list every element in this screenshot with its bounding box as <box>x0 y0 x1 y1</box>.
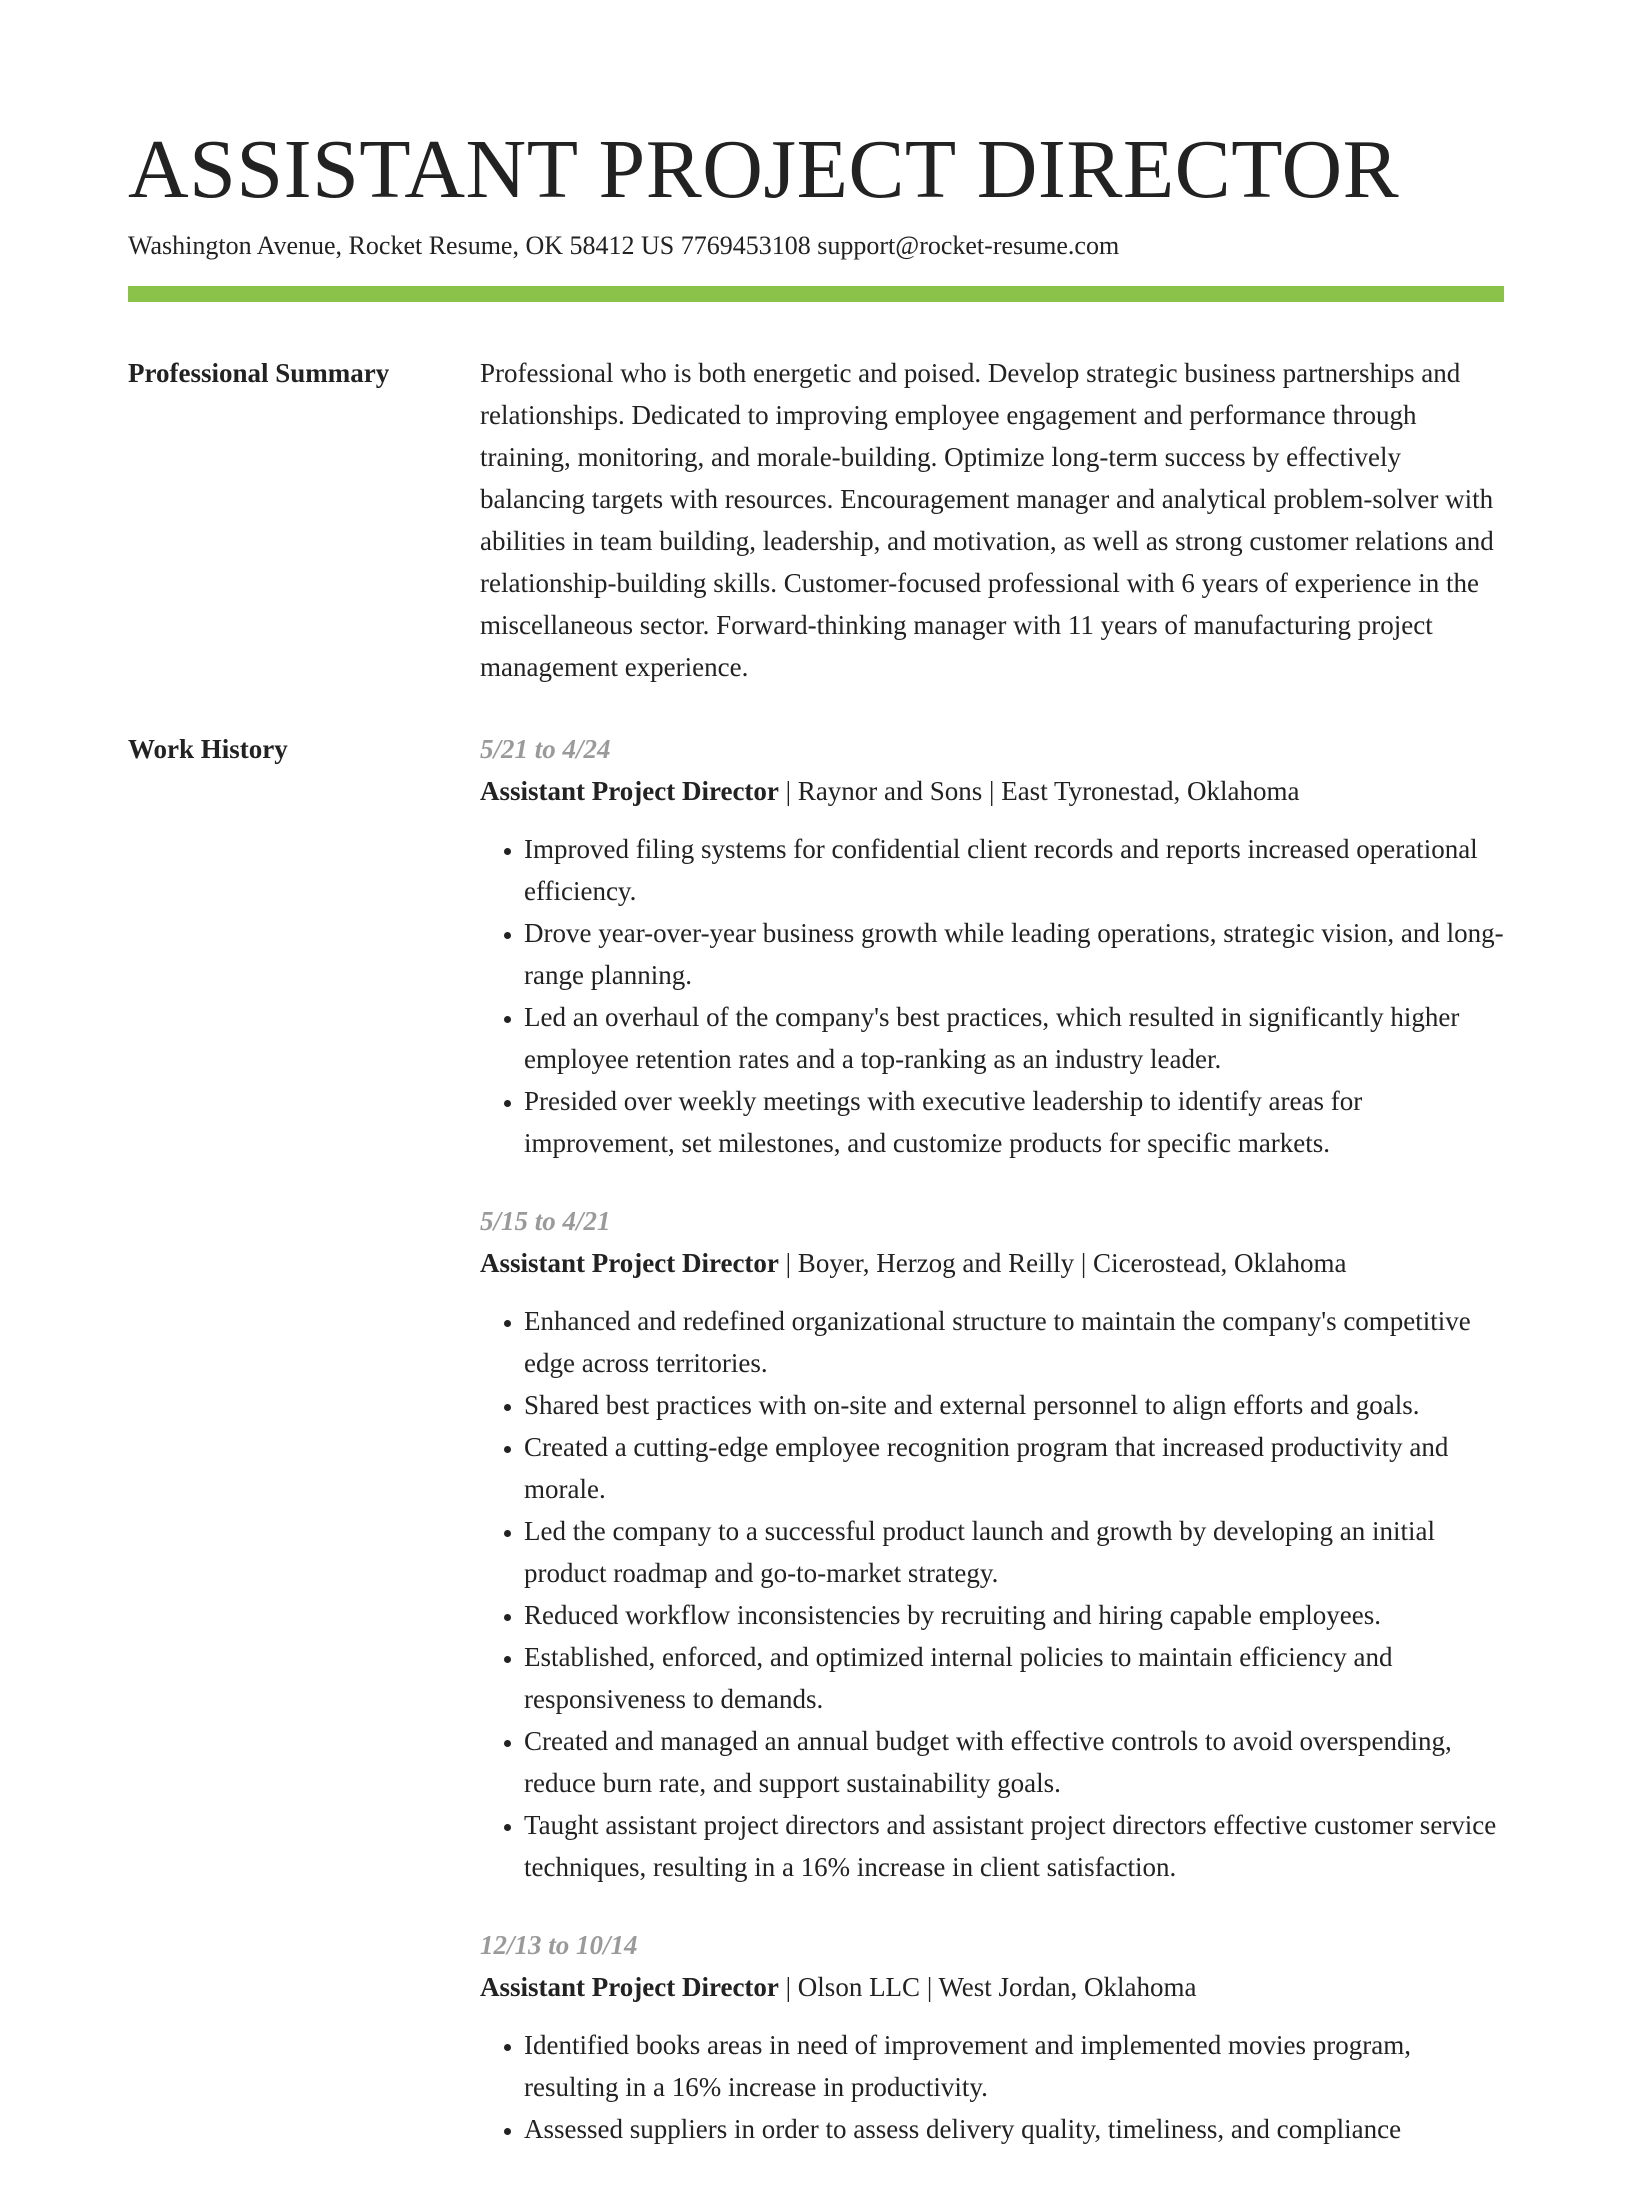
job-dates: 12/13 to 10/14 <box>480 1930 638 1960</box>
job-bullet: • Established, enforced, and optimized internal policies to maintain efficiency and responsiveness to demands. <box>524 1636 1504 1720</box>
job-entry <box>480 728 1504 1164</box>
job-bullet: • Led an overhaul of the company's best practices, which resulted in significantly higher employee retention rates and a top-ranking as an industry leader. <box>524 996 1504 1080</box>
job-bullet: • Presided over weekly meetings with executive leadership to identify areas for improvement, set milestones, and customize products for specific markets. <box>524 1080 1504 1164</box>
job-bullet: • Identified books areas in need of improvement and implemented movies program, resulting in a 16% increase in productivity. <box>524 2024 1504 2108</box>
job-dates: 5/21 to 4/24 <box>480 734 611 764</box>
job-heading <box>480 1966 1504 2008</box>
job-title: Assistant Project Director <box>480 776 779 806</box>
job-bullet: • Enhanced and redefined organizational structure to maintain the company's competitive edge across territories. <box>524 1300 1504 1384</box>
job-employer-location: | Raynor and Sons | East Tyronestad, Oklahoma <box>778 776 1300 806</box>
summary-body <box>480 352 1504 688</box>
job-bullet: • Improved filing systems for confidential client records and reports increased operational efficiency. <box>524 828 1504 912</box>
job-bullet: • Led the company to a successful product launch and growth by developing an initial product roadmap and go-to-market strategy. <box>524 1510 1504 1594</box>
resume-name: ASSISTANT PROJECT DIRECTOR <box>128 123 1400 216</box>
job-employer-location: | Olson LLC | West Jordan, Oklahoma <box>778 1972 1197 2002</box>
job-entry <box>480 1200 1504 1888</box>
job-bullet: • Created a cutting-edge employee recognition program that increased productivity and morale. <box>524 1426 1504 1510</box>
job-title: Assistant Project Director <box>480 1248 779 1278</box>
contact-line: Washington Avenue, Rocket Resume, OK 58412 US 7769453108 support@rocket-resume.com <box>128 231 1120 260</box>
work-history-section <box>128 728 1504 2186</box>
summary-section <box>128 352 1504 688</box>
job-bullet-list <box>480 2024 1504 2150</box>
job-entry <box>480 1924 1504 2150</box>
job-employer-location: | Boyer, Herzog and Reilly | Cicerostead, Oklahoma <box>778 1248 1347 1278</box>
work-history-label: Work History <box>128 734 288 764</box>
work-history-list <box>480 728 1504 2186</box>
job-bullet: • Assessed suppliers in order to assess delivery quality, timeliness, and compliance <box>524 2108 1504 2150</box>
job-dates: 5/15 to 4/21 <box>480 1206 611 1236</box>
job-bullet: • Taught assistant project directors and assistant project directors effective customer service techniques, resulting in a 16% increase in client satisfaction. <box>524 1804 1504 1888</box>
job-bullet: • Reduced workflow inconsistencies by recruiting and hiring capable employees. <box>524 1594 1504 1636</box>
job-bullet-list <box>480 1300 1504 1888</box>
job-bullet: • Created and managed an annual budget with effective controls to avoid overspending, reduce burn rate, and support sustainability goals. <box>524 1720 1504 1804</box>
job-bullet: • Shared best practices with on-site and external personnel to align efforts and goals. <box>524 1384 1504 1426</box>
job-bullet-list <box>480 828 1504 1164</box>
header-divider <box>128 286 1504 302</box>
job-bullet: • Drove year-over-year business growth while leading operations, strategic vision, and long-range planning. <box>524 912 1504 996</box>
summary-text: Professional who is both energetic and poised. Develop strategic business partnerships and relationships. Dedicated to improving employee engagement and performance through training, monitoring, and morale-building. Optimize long-term success by effectively balancing targets with resources. Encouragement manager and analytical problem-solver with abilities in team building, leadership, and motivation, as well as strong customer relations and relationship-building skills. Customer-focused professional with 6 years of experience in the miscellaneous sector. Forward-thinking manager with 11 years of manufacturing project management experience. <box>480 358 1494 682</box>
job-heading <box>480 1242 1504 1284</box>
job-heading <box>480 770 1504 812</box>
job-title: Assistant Project Director <box>480 1972 779 2002</box>
summary-label: Professional Summary <box>128 358 390 388</box>
